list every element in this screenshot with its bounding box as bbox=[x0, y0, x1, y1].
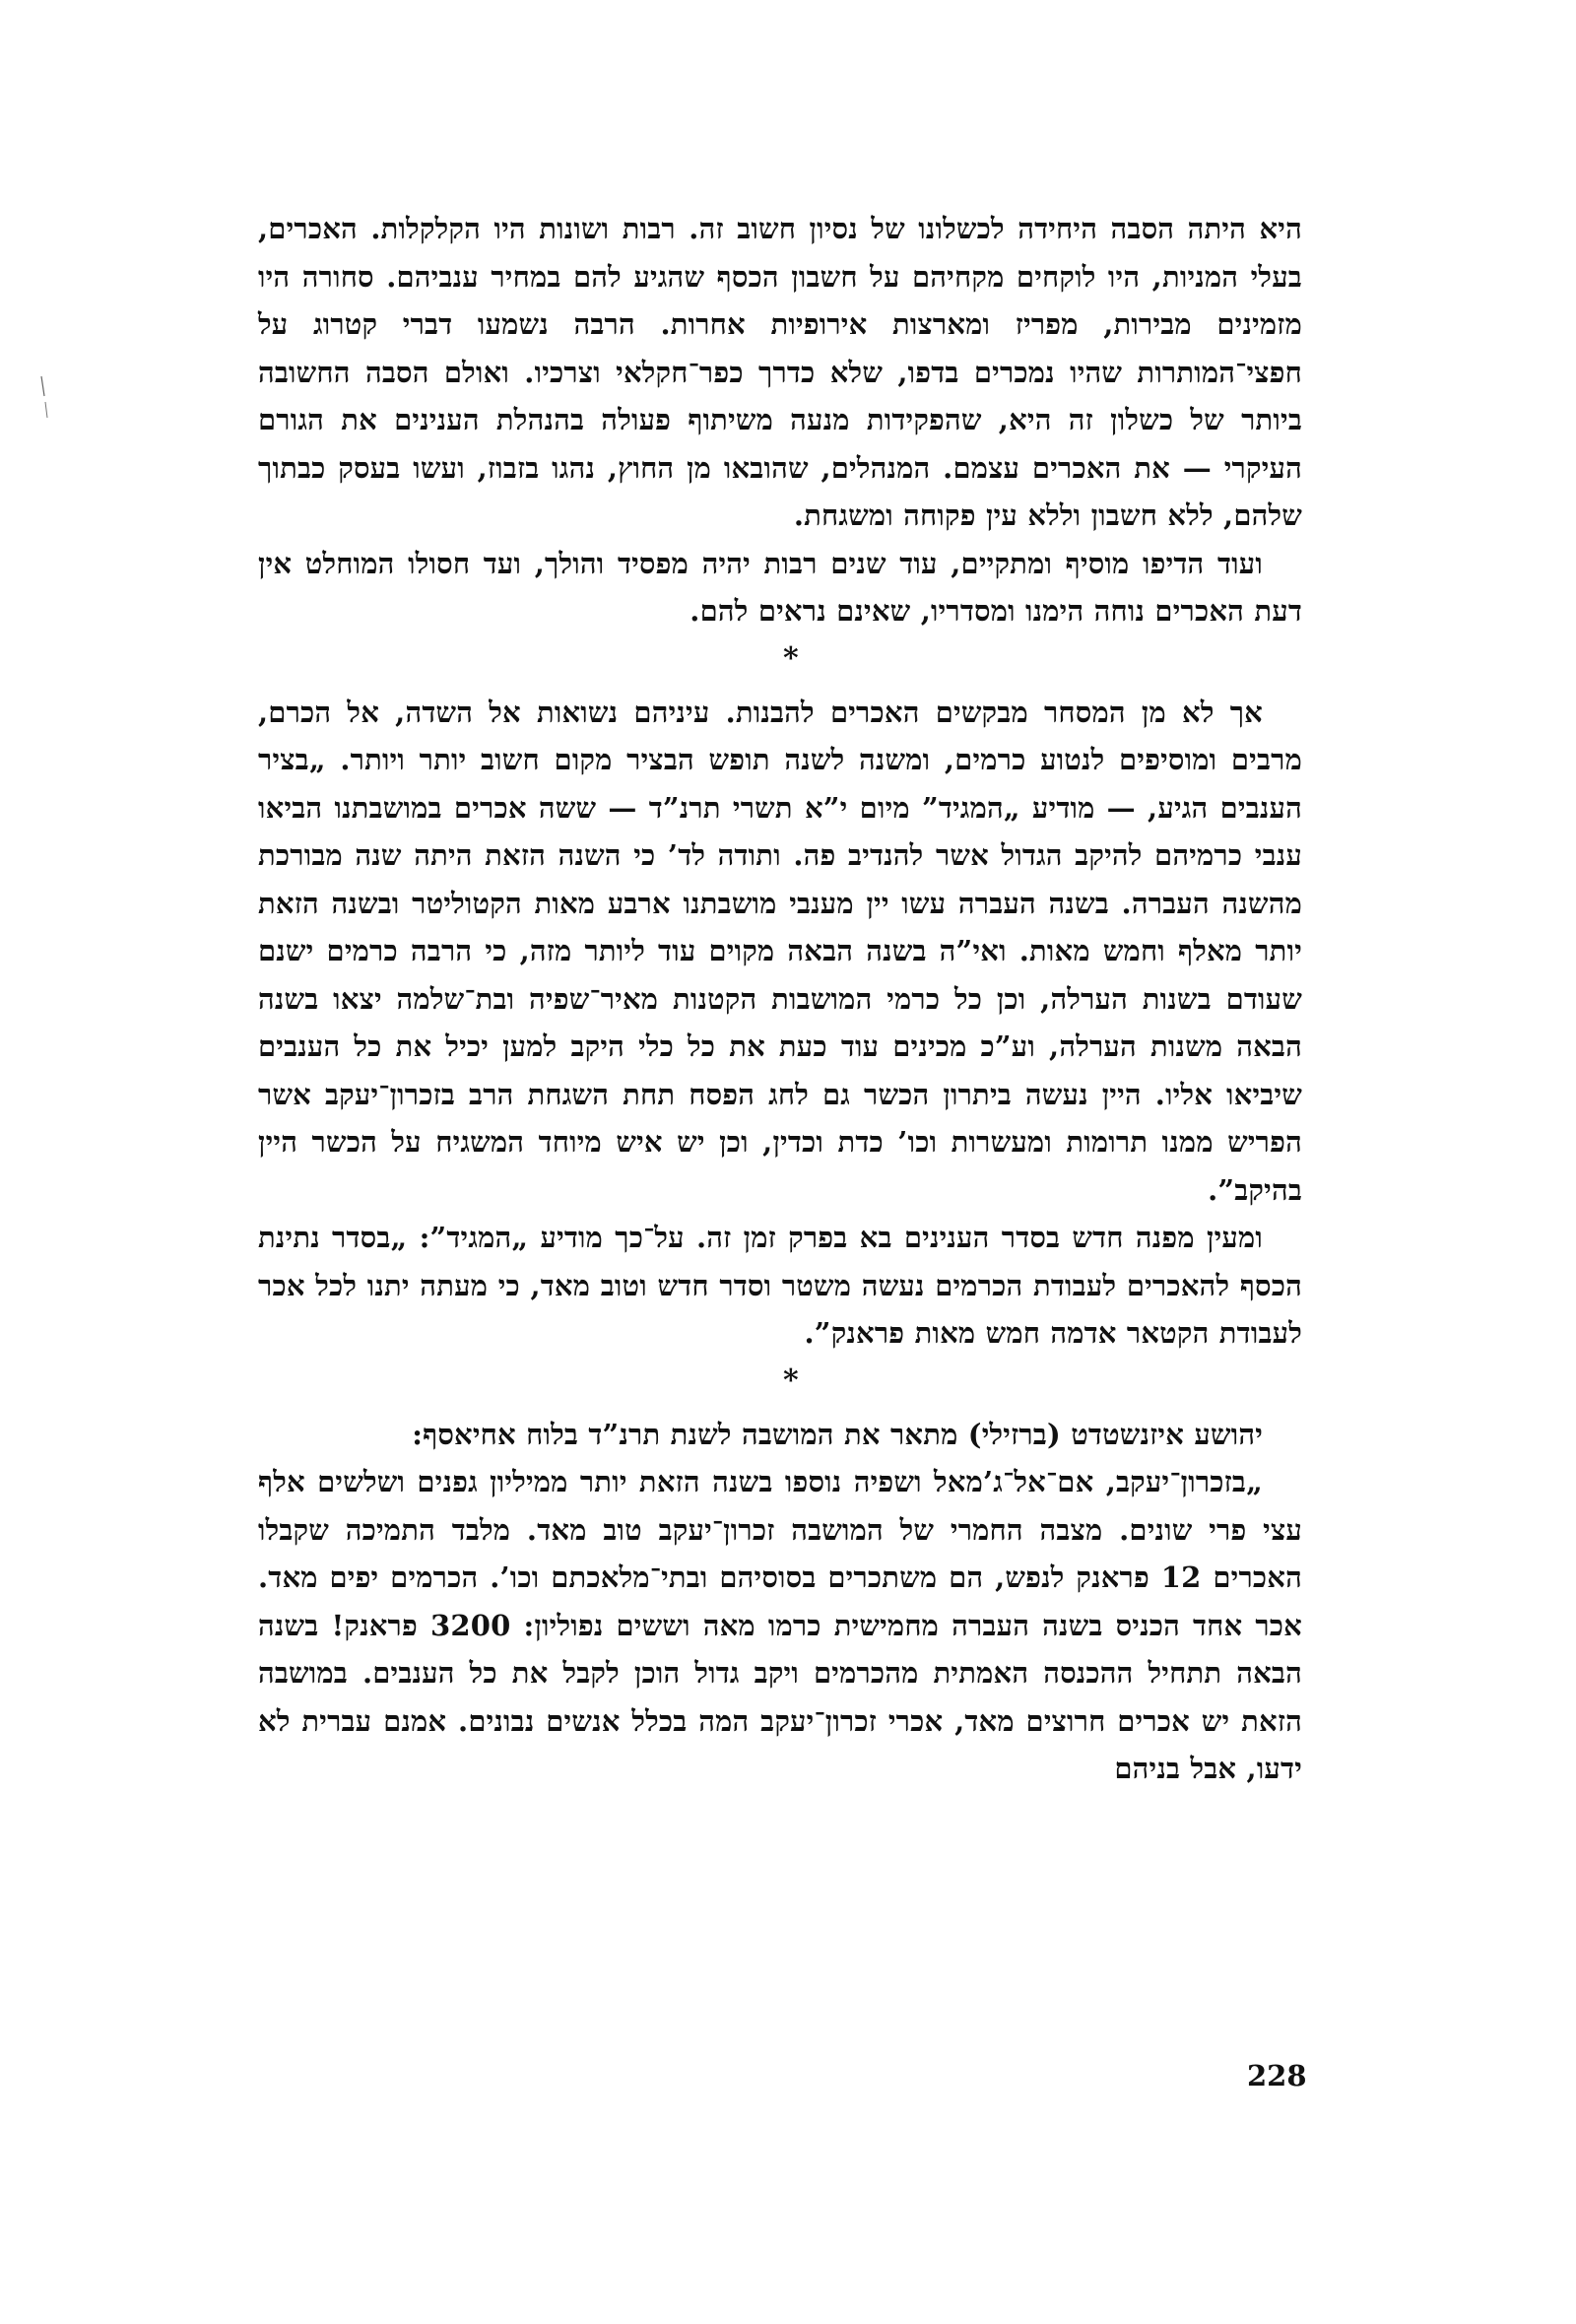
paragraph-6: „בזכרון־יעקב, אם־אל־ג’מאל ושפיה נוספו בשנה הזאת יותר ממיליון גפנים ושלשים אלף עצי פרי שונים. מצבה החמרי של המושבה זכרון־יעקב טוב מאד. מלבד התמיכה שקבלו האכרים 12 פראנק לנפש, הם משתכרים בסוסיהם ובתי־מלאכתם וכו’. הכרמים יפים מאד. אכר אחד הכניס בשנה העברה מחמישית כרמו מאה וששים נפוליון: 3200 פראנק! בשנה הבאה תתחיל ההכנסה האמתית מהכרמים ויקב גדול הוכן לקבל את כל הענבים. במושבה הזאת יש אכרים חרוצים מאד, אכרי זכרון־יעקב המה בכלל אנשים נבונים. אמנם עברית לא ידעו, אבל בניהם bbox=[258, 1465, 1302, 1785]
main-text-block bbox=[258, 205, 1302, 1793]
section-divider-star: * bbox=[783, 640, 799, 676]
paragraph-5: יהושע איזנשטדט (ברזילי) מתאר את המושבה לשנת תרנ”ד בלוח אחיאסף: bbox=[412, 1417, 1263, 1451]
page-number: 228 bbox=[1247, 2059, 1307, 2092]
margin-scratch-icon bbox=[39, 374, 51, 424]
paragraph-3: אך לא מן המסחר מבקשים האכרים להבנות. עיניהם נשואות אל השדה, אל הכרם, מרבים ומוסיפים לנטוע כרמים, ומשנה לשנה תופש הבציר מקום חשוב יותר ויותר. „בציר הענבים הגיע, — מודיע „המגיד” מיום י”א תשרי תרנ”ד — ששה אכרים במושבתנו הביאו ענבי כרמיהם להיקב הגדול אשר להנדיב פה. ותודה לד’ כי השנה הזאת היתה שנה מבורכת מהשנה העברה. בשנה העברה עשו יין מענבי מושבתנו ארבע מאות הקטוליטר ובשנה הזאת יותר מאלף וחמש מאות. ואי”ה בשנה הבאה מקוים עוד ליותר מזה, כי הרבה כרמים ישנם שעודם בשנות הערלה, וכן כל כרמי המושבות הקטנות מאיר־שפיה ובת־שלמה יצאו בשנה הבאה משנות הערלה, וע”כ מכינים עוד כעת את כל כלי היקב למען יכיל את כל הענבים שיביאו אליו. היין נעשה ביתרון הכשר גם לחג הפסח תחת השגחת הרב בזכרון־יעקב אשר הפריש ממנו תרומות ומעשרות וכו’ כדת וכדין, וכן יש איש מיוחד המשגיח על הכשר היין בהיקב”. bbox=[258, 695, 1302, 1207]
paragraph-4: ומעין מפנה חדש בסדר הענינים בא בפרק זמן זה. על־כך מודיע „המגיד”: „בסדר נתינת הכסף להאכרים לעבודת הכרמים נעשה משטר וסדר חדש וטוב מאד, כי מעתה יתנו לכל אכר לעבודת הקטאר אדמה חמש מאות פראנק”. bbox=[258, 1221, 1302, 1350]
paragraph-2: ועוד הדיפו מוסיף ומתקיים, עוד שנים רבות יהיה מפסיד והולך, ועד חסולו המוחלט אין דעת האכרים נוחה הימנו ומסדריו, שאינם נראים להם. bbox=[258, 546, 1302, 628]
section-divider-star: * bbox=[783, 1362, 799, 1398]
margin-mark-decoration bbox=[39, 374, 41, 424]
paragraph-1: היא היתה הסבה היחידה לכשלונו של נסיון חשוב זה. רבות ושונות היו הקלקלות. האכרים, בעלי המניות, היו לוקחים מקחיהם על חשבון הכסף שהגיע להם במחיר ענביהם. סחורה היו מזמינים מבירות, מפריז ומארצות אירופיות אחרות. הרבה נשמעו דברי קטרוג על חפצי־המותרות שהיו נמכרים בדפו, שלא כדרך כפר־חקלאי וצרכיו. ואולם הסבה החשובה ביותר של כשלון זה היא, שהפקידות מנעה משיתוף פעולה בהנהלת הענינים את הגורם העיקרי — את האכרים עצמם. המנהלים, שהובאו מן החוץ, נהגו בזבוז, ועשו בעסק כבתוך שלהם, ללא חשבון וללא עין פקוחה ומשגחת. bbox=[258, 212, 1302, 532]
